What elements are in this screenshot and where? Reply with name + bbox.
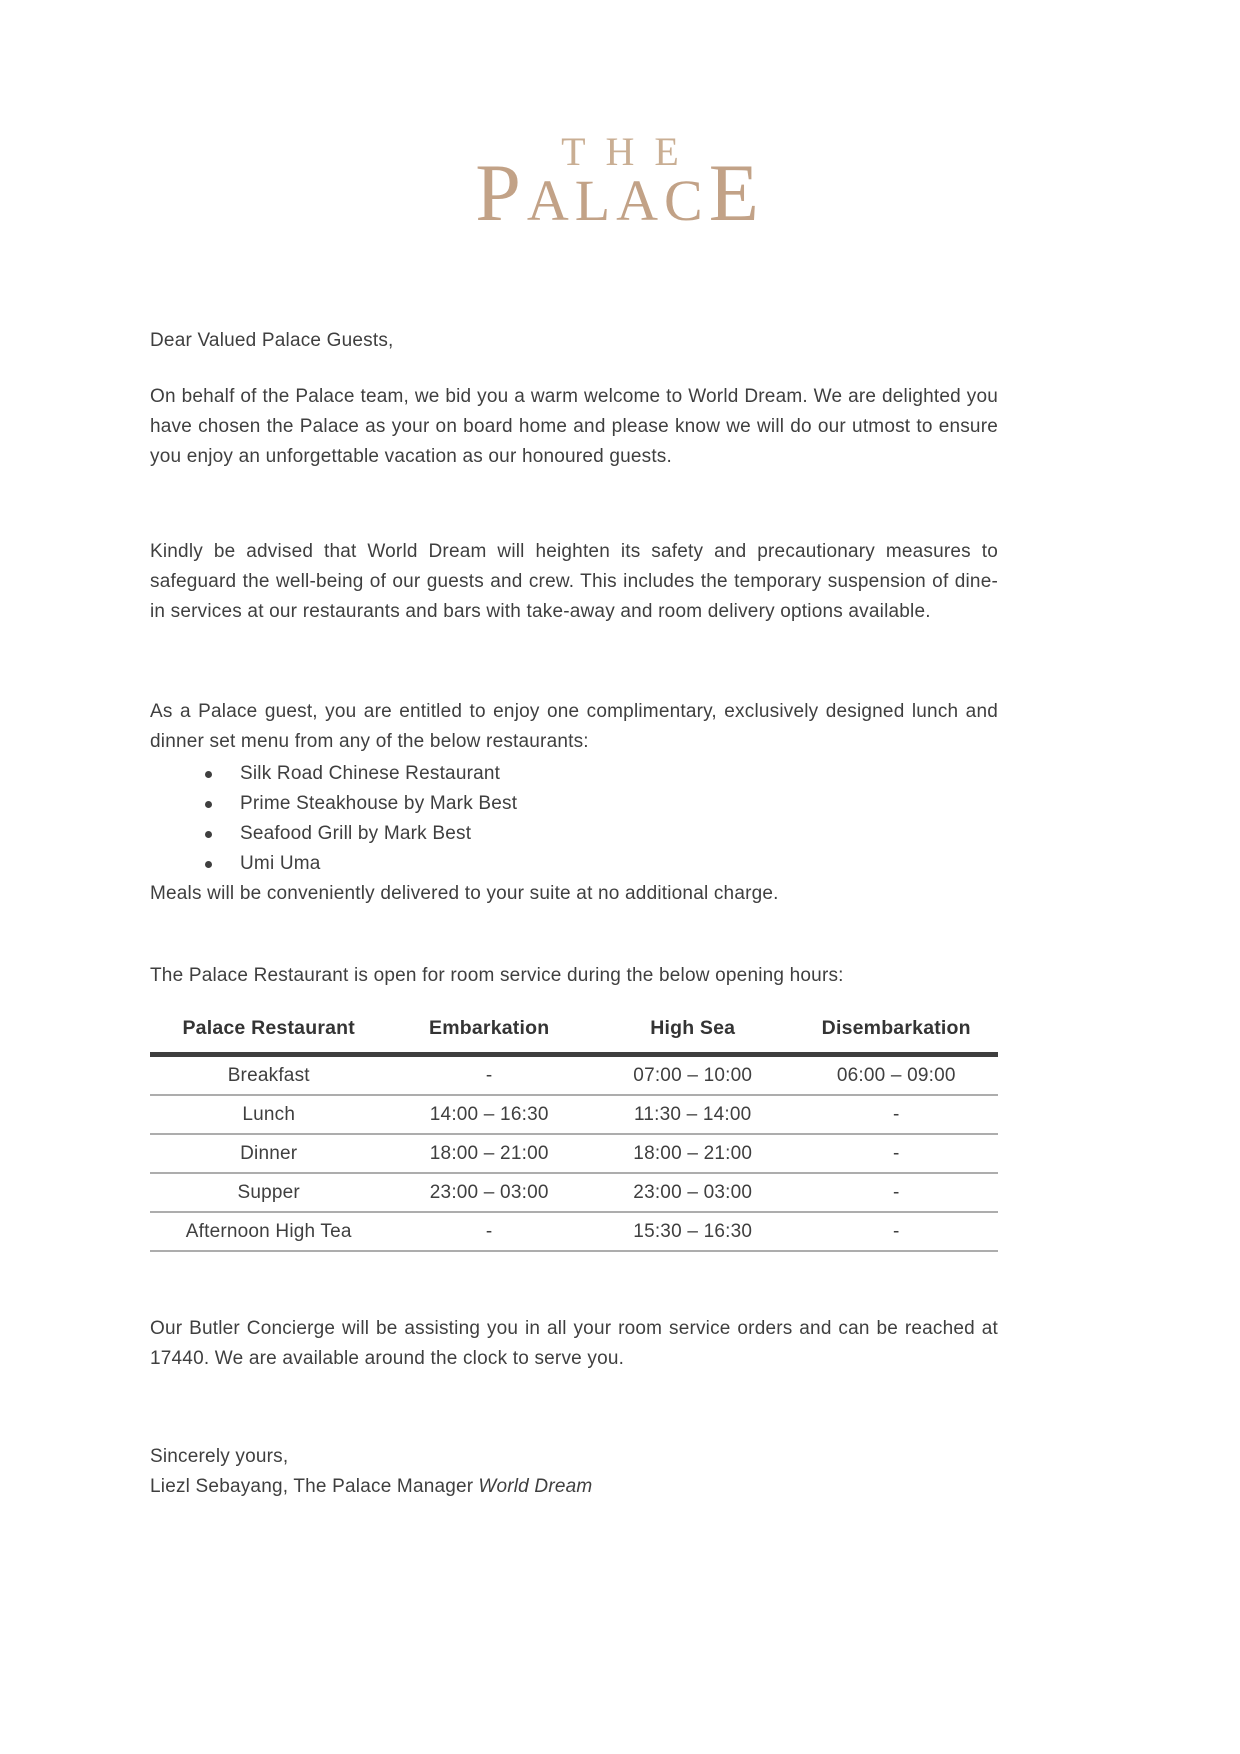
- table-row: [150, 1173, 998, 1212]
- list-item: [205, 789, 998, 819]
- bullet-icon: [205, 771, 212, 778]
- welcome-paragraph: On behalf of the Palace team, we bid you a warm welcome to World Dream. We are delighted you have chosen the Palace as your on board home and please know we will do our utmost to ensure you enjoy an unforgettable vacation as our honoured guests.: [150, 385, 998, 467]
- table-row: [150, 1134, 998, 1173]
- high-sea-hours: 11:30 – 14:00: [591, 1095, 795, 1134]
- column-header-embarkation: Embarkation: [387, 1013, 591, 1055]
- high-sea-hours: 18:00 – 21:00: [591, 1134, 795, 1173]
- embarkation-hours: -: [387, 1212, 591, 1251]
- high-sea-hours: 23:00 – 03:00: [591, 1173, 795, 1212]
- safety-paragraph: Kindly be advised that World Dream will heighten its safety and precautionary measures to safeguard the well-being of our guests and crew. This includes the temporary suspension of dine-in services at our restaurants and bars with take-away and room delivery options available.: [150, 540, 998, 622]
- restaurant-list: [150, 759, 998, 879]
- column-header-palace-restaurant: Palace Restaurant: [150, 1013, 387, 1055]
- bullet-icon: [205, 861, 212, 868]
- restaurant-name: Prime Steakhouse by Mark Best: [240, 792, 518, 814]
- delivery-note: Meals will be conveniently delivered to your suite at no additional charge.: [150, 882, 779, 904]
- embarkation-hours: 14:00 – 16:30: [387, 1095, 591, 1134]
- table-header-row: [150, 1013, 998, 1055]
- opening-hours-table: [150, 1013, 998, 1252]
- meal-name: Afternoon High Tea: [150, 1212, 387, 1251]
- restaurant-name: Silk Road Chinese Restaurant: [240, 762, 501, 784]
- restaurant-name: Seafood Grill by Mark Best: [240, 822, 472, 844]
- letter-body: [150, 326, 998, 1502]
- table-row: [150, 1054, 998, 1095]
- butler-concierge-paragraph: Our Butler Concierge will be assisting you in all your room service orders and can be reached at 17440. We are available around the clock to serve you.: [150, 1317, 998, 1369]
- embarkation-hours: 18:00 – 21:00: [387, 1134, 591, 1173]
- logo-letter-p: P: [475, 147, 527, 238]
- disembarkation-hours: -: [794, 1212, 998, 1251]
- disembarkation-hours: 06:00 – 09:00: [794, 1054, 998, 1095]
- disembarkation-hours: -: [794, 1134, 998, 1173]
- meal-name: Dinner: [150, 1134, 387, 1173]
- bullet-icon: [205, 831, 212, 838]
- closing-line: Sincerely yours,: [150, 1445, 289, 1467]
- ship-name: World Dream: [478, 1475, 593, 1497]
- complimentary-menu-paragraph: As a Palace guest, you are entitled to enjoy one complimentary, exclusively designed lunch and dinner set menu from any of the below restaurants:: [150, 700, 998, 752]
- list-item: [205, 759, 998, 789]
- table-row: [150, 1212, 998, 1251]
- high-sea-hours: 15:30 – 16:30: [591, 1212, 795, 1251]
- embarkation-hours: -: [387, 1054, 591, 1095]
- palace-logo: [0, 0, 1240, 238]
- logo-letters-alac: ALAC: [526, 168, 709, 233]
- meal-name: Breakfast: [150, 1054, 387, 1095]
- salutation: Dear Valued Palace Guests,: [150, 329, 394, 351]
- opening-hours-intro: The Palace Restaurant is open for room service during the below opening hours:: [150, 964, 844, 986]
- logo-letter-e: E: [708, 147, 765, 238]
- table-row: [150, 1095, 998, 1134]
- disembarkation-hours: -: [794, 1095, 998, 1134]
- embarkation-hours: 23:00 – 03:00: [387, 1173, 591, 1212]
- column-header-high-sea: High Sea: [591, 1013, 795, 1055]
- restaurant-name: Umi Uma: [240, 852, 321, 874]
- column-header-disembarkation: Disembarkation: [794, 1013, 998, 1055]
- signature-name: Liezl Sebayang, The Palace Manager: [150, 1475, 474, 1497]
- signature-line: [150, 1472, 998, 1502]
- high-sea-hours: 07:00 – 10:00: [591, 1054, 795, 1095]
- meal-name: Lunch: [150, 1095, 387, 1134]
- list-item: [205, 819, 998, 849]
- bullet-icon: [205, 801, 212, 808]
- list-item: [205, 849, 998, 879]
- meal-name: Supper: [150, 1173, 387, 1212]
- disembarkation-hours: -: [794, 1173, 998, 1212]
- logo-the-text: THE: [561, 129, 699, 174]
